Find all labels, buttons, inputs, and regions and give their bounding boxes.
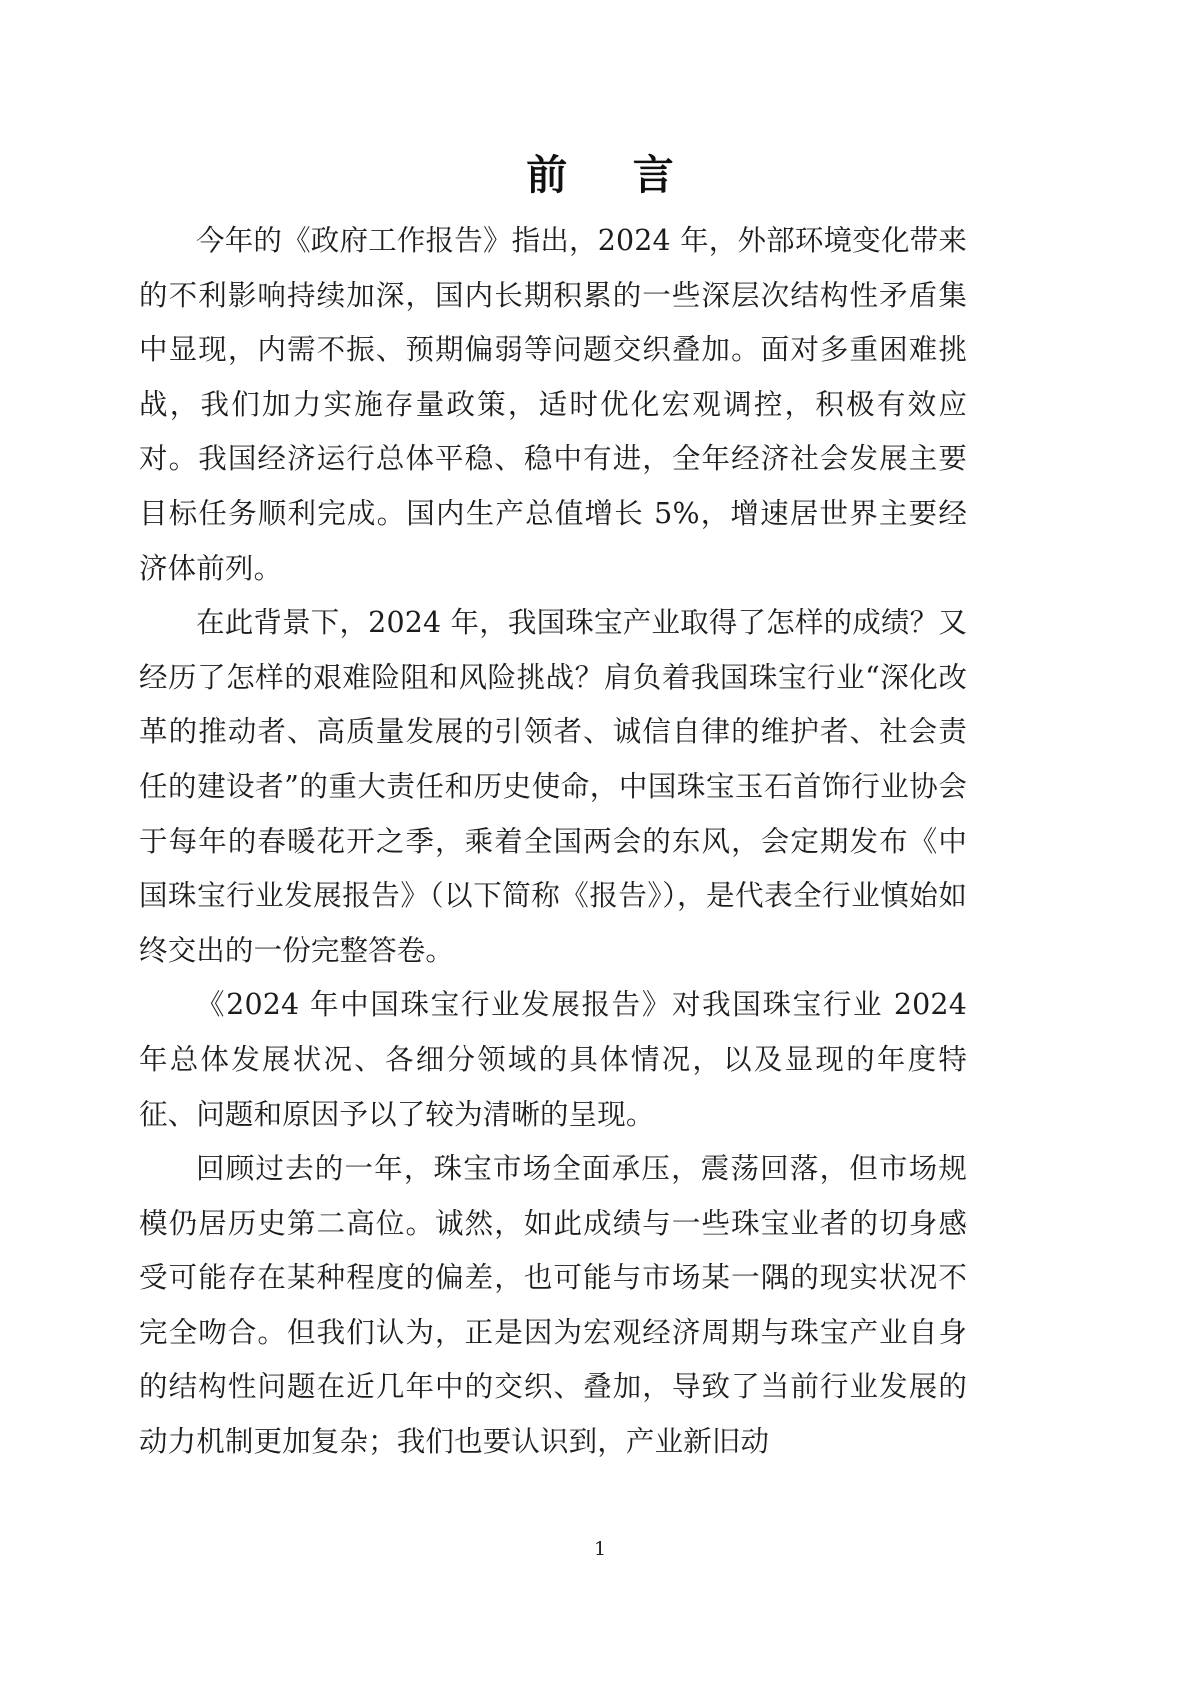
paragraph: 今年的《政府工作报告》指出，2024 年，外部环境变化带来的不利影响持续加深，国内长期积累的一些深层次结构性矛盾集中显现，内需不振、预期偏弱等问题交织叠加。面对多重困难挑战，我们加力实施存量政策，适时优化宏观调控，积极有效应对。我国经济运行总体平稳、稳中有进，全年经济社会发展主要目标任务顺利完成。国内生产总值增长 5%，增速居世界主要经济体前列。 — [139, 224, 967, 585]
paragraph: 回顾过去的一年，珠宝市场全面承压，震荡回落，但市场规模仍居历史第二高位。诚然，如此成绩与一些珠宝业者的切身感受可能存在某种程度的偏差，也可能与市场某一隅的现实状况不完全吻合。但我们认为，正是因为宏观经济周期与珠宝产业自身的结构性问题在近几年中的交织、叠加，导致了当前行业发展的动力机制更加复杂；我们也要认识到，产业新旧动 — [139, 1152, 967, 1459]
body-text-area — [139, 214, 967, 1470]
paragraph: 在此背景下，2024 年，我国珠宝产业取得了怎样的成绩？又经历了怎样的艰难险阻和风险挑战？肩负着我国珠宝行业“深化改革的推动者、高质量发展的引领者、诚信自律的维护者、社会责任的建设者”的重大责任和历史使命，中国珠宝玉石首饰行业协会于每年的春暖花开之季，乘着全国两会的东风，会定期发布《中国珠宝行业发展报告》（以下简称《报告》），是代表全行业慎始如终交出的一份完整答卷。 — [139, 606, 967, 967]
paragraph: 《2024 年中国珠宝行业发展报告》对我国珠宝行业 2024 年总体发展状况、各细分领域的具体情况，以及显现的年度特征、问题和原因予以了较为清晰的呈现。 — [139, 988, 967, 1131]
page-title: 前 言 — [526, 151, 687, 200]
page-number: 1 — [593, 1538, 607, 1560]
